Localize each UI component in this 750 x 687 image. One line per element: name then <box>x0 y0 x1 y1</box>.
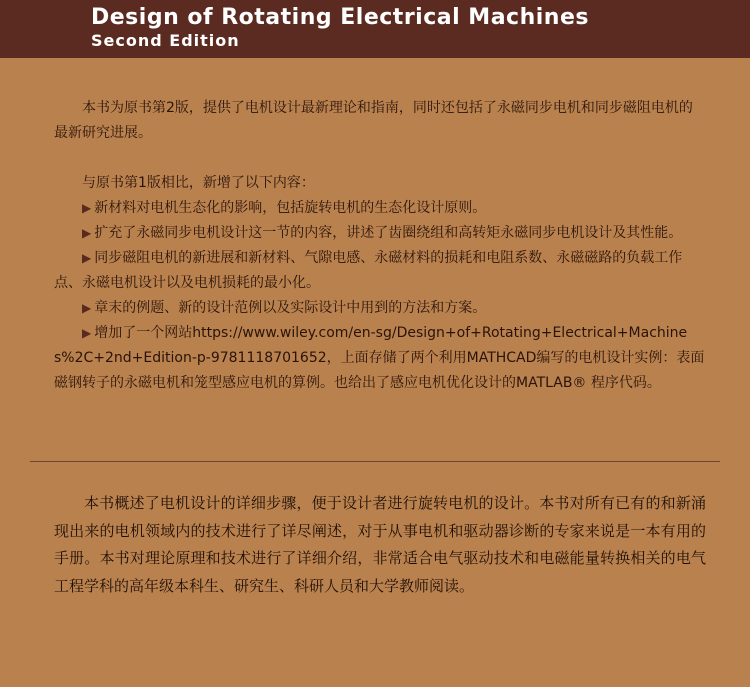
bullet-item <box>54 221 706 246</box>
intro-paragraph: 本书为原书第2版，提供了电机设计最新理论和指南，同时还包括了永磁同步电机和同步磁阻电机的最新研究进展。 <box>54 100 693 141</box>
paragraph-gap <box>54 146 706 171</box>
triangle-bullet-icon: ▶ <box>82 301 92 315</box>
book-edition: Second Edition <box>91 31 240 50</box>
bullet-text: 新材料对电机生态化的影响，包括旋转电机的生态化设计原则。 <box>94 200 487 216</box>
section-divider <box>30 461 720 462</box>
bullet-text: 章末的例题、新的设计范例以及实际设计中用到的方法和方案。 <box>94 300 487 316</box>
triangle-bullet-icon: ▶ <box>82 326 92 340</box>
triangle-bullet-icon: ▶ <box>82 226 92 240</box>
bullet-text: 同步磁阻电机的新进展和新材料、气隙电感、永磁材料的损耗和电阻系数、永磁磁路的负载工作点、永磁电机设计以及电机损耗的最小化。 <box>54 250 683 291</box>
bullet-item <box>54 246 706 296</box>
bullet-item <box>54 321 706 396</box>
header-bar <box>0 0 750 58</box>
new-content-heading: 与原书第1版相比，新增了以下内容： <box>82 175 315 191</box>
bullet-item <box>54 196 706 221</box>
triangle-bullet-icon: ▶ <box>82 251 92 265</box>
triangle-bullet-icon: ▶ <box>82 201 92 215</box>
summary-paragraph: 本书概述了电机设计的详细步骤，便于设计者进行旋转电机的设计。本书对所有已有的和新涌现出来的电机领域内的技术进行了详尽阐述，对于从事电机和驱动器诊断的专家来说是一本有用的手册。本书对理论原理和技术进行了详细介绍，非常适合电气驱动技术和电磁能量转换相关的电气工程学科的高年级本科生、研究生、科研人员和大学教师阅读。 <box>54 494 706 595</box>
book-title: Design of Rotating Electrical Machines <box>91 5 589 30</box>
bullet-text: 扩充了永磁同步电机设计这一节的内容，讲述了齿圈绕组和高转矩永磁同步电机设计及其性能。 <box>94 225 683 241</box>
bullet-item <box>54 296 706 321</box>
intro-section <box>54 96 706 396</box>
bullet-text: 增加了一个网站https://www.wiley.com/en-sg/Design+of+Rotating+Electrical+Machines%2C+2nd+Edition-p-9781118701652，上面存储了两个利用MATHCAD编写的电机设计实例：表面磁钢转子的永磁电机和笼型感应电机的算例。也给出了感应电机优化设计的MATLAB® 程序代码。 <box>54 325 705 391</box>
